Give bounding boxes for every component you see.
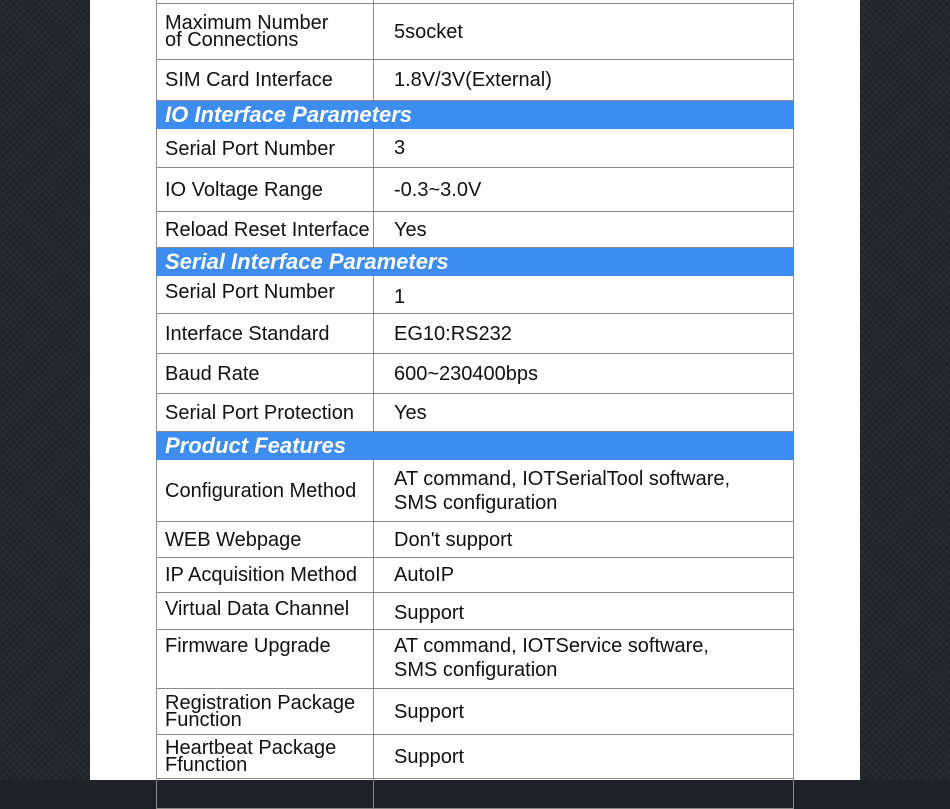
table-row (157, 630, 794, 689)
row-value: EG10:RS232 (374, 314, 794, 354)
row-value: 5socket (374, 4, 794, 60)
table-row (157, 4, 794, 60)
row-label (157, 735, 374, 779)
row-label: Firmware Upgrade (157, 630, 374, 689)
row-value (374, 630, 794, 689)
row-label: Baud Rate (157, 354, 374, 394)
row-label: WEB Webpage (157, 522, 374, 558)
row-value: AutoIP (374, 558, 794, 593)
row-value: Support (374, 735, 794, 779)
table-row (157, 394, 794, 432)
row-label: Serial Port Number (157, 276, 374, 314)
table-row (157, 779, 794, 809)
row-value: Support (374, 689, 794, 735)
section-title: IO Interface Parameters (157, 101, 794, 129)
section-header (157, 432, 794, 460)
row-label: SIM Card Interface (157, 60, 374, 101)
row-label: IP Acquisition Method (157, 558, 374, 593)
section-title: Product Features (157, 432, 794, 460)
value-line: SMS configuration (394, 491, 558, 514)
table-row (157, 593, 794, 630)
table-row (157, 276, 794, 314)
section-title: Serial Interface Parameters (157, 248, 794, 276)
table-row (157, 168, 794, 212)
value-line: AT command, IOTSerialTool software, (394, 467, 731, 490)
section-header (157, 101, 794, 129)
spec-table (156, 0, 794, 809)
row-value (374, 779, 794, 809)
table-row (157, 522, 794, 558)
row-label: IO Voltage Range (157, 168, 374, 212)
value-line: SMS configuration (394, 659, 558, 681)
label-line: Ffunction (165, 753, 248, 776)
label-line: of Connections (165, 28, 299, 51)
table-row (157, 129, 794, 168)
label-line: Function (165, 708, 242, 731)
row-label (157, 4, 374, 60)
row-label: Configuration Method (157, 460, 374, 522)
table-row (157, 558, 794, 593)
table-row (157, 735, 794, 779)
section-header (157, 248, 794, 276)
row-value: 600~230400bps (374, 354, 794, 394)
row-value: 3 (374, 129, 794, 168)
row-label: Reload Reset Interface (157, 212, 374, 248)
label-line: Heartbeat Package (165, 736, 337, 759)
table-row (157, 314, 794, 354)
row-value: 1.8V/3V(External) (374, 60, 794, 101)
table-row (157, 460, 794, 522)
row-value (374, 460, 794, 522)
value-line: AT command, IOTService software, (394, 635, 709, 657)
row-label: Interface Standard (157, 314, 374, 354)
table-row (157, 212, 794, 248)
label-line: Registration Package (165, 691, 356, 714)
label-line: Maximum Number (165, 11, 329, 34)
row-label: Virtual Data Channel (157, 593, 374, 630)
table-row (157, 354, 794, 394)
table-row (157, 60, 794, 101)
row-label (157, 779, 374, 809)
row-value: 1 (374, 276, 794, 314)
row-value: -0.3~3.0V (374, 168, 794, 212)
row-value: Yes (374, 212, 794, 248)
row-value: Yes (374, 394, 794, 432)
row-label (157, 689, 374, 735)
row-value: Support (374, 593, 794, 630)
table-row (157, 689, 794, 735)
row-label: Serial Port Number (157, 129, 374, 168)
row-label: Serial Port Protection (157, 394, 374, 432)
row-value: Don't support (374, 522, 794, 558)
